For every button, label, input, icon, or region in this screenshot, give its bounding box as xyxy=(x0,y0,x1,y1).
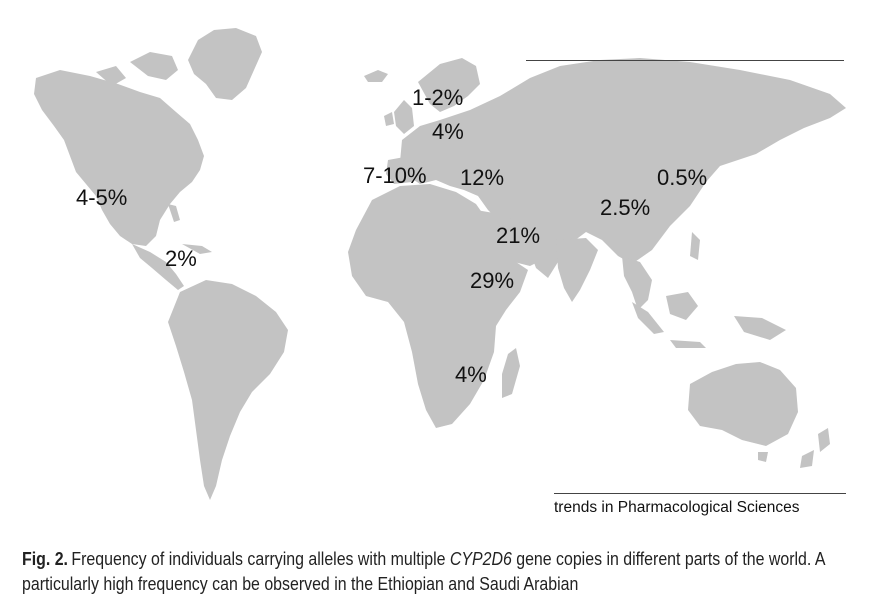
arctic-islands xyxy=(130,52,178,80)
caption-text-1: Frequency of individuals carrying alleles with multiple xyxy=(71,548,446,569)
source-credit: trends in Pharmacological Sciences xyxy=(554,499,800,516)
label-ethiopia: 29% xyxy=(470,268,515,293)
new-zealand-south xyxy=(800,450,814,468)
label-japan: 0.5% xyxy=(657,165,708,190)
borneo xyxy=(666,292,698,320)
sumatra xyxy=(632,302,664,334)
philippines xyxy=(690,232,700,260)
gene-name: CYP2D6 xyxy=(449,548,512,569)
indochina xyxy=(622,256,652,310)
new-zealand xyxy=(818,428,830,452)
new-guinea xyxy=(734,316,786,340)
greenland xyxy=(188,28,262,100)
label-northern-europe: 1-2% xyxy=(412,85,464,110)
label-saudi-arabia: 21% xyxy=(496,223,541,248)
south-america xyxy=(168,280,288,500)
label-turkey: 12% xyxy=(460,165,505,190)
australia xyxy=(688,362,798,446)
tasmania xyxy=(758,452,768,462)
florida xyxy=(168,204,180,222)
label-southern-africa: 4% xyxy=(455,362,487,387)
iceland xyxy=(364,70,388,82)
label-central-america: 2% xyxy=(165,246,197,271)
figure-caption xyxy=(22,546,867,596)
label-china: 2.5% xyxy=(600,195,651,220)
java xyxy=(670,340,706,348)
figure-number: Fig. 2. xyxy=(22,548,68,569)
caption-text-2: gene copies in different parts of the world. A particularly high frequency can be observed in the Ethiopian and Saudi Arabian xyxy=(22,548,825,594)
source-rule xyxy=(554,493,846,494)
britain xyxy=(394,100,414,134)
label-north-america: 4-5% xyxy=(76,185,128,210)
madagascar xyxy=(502,348,520,398)
india xyxy=(556,238,598,302)
label-southern-europe: 7-10% xyxy=(363,163,427,188)
ireland xyxy=(384,112,394,126)
top-rule xyxy=(526,60,844,61)
label-central-europe: 4% xyxy=(432,119,464,144)
